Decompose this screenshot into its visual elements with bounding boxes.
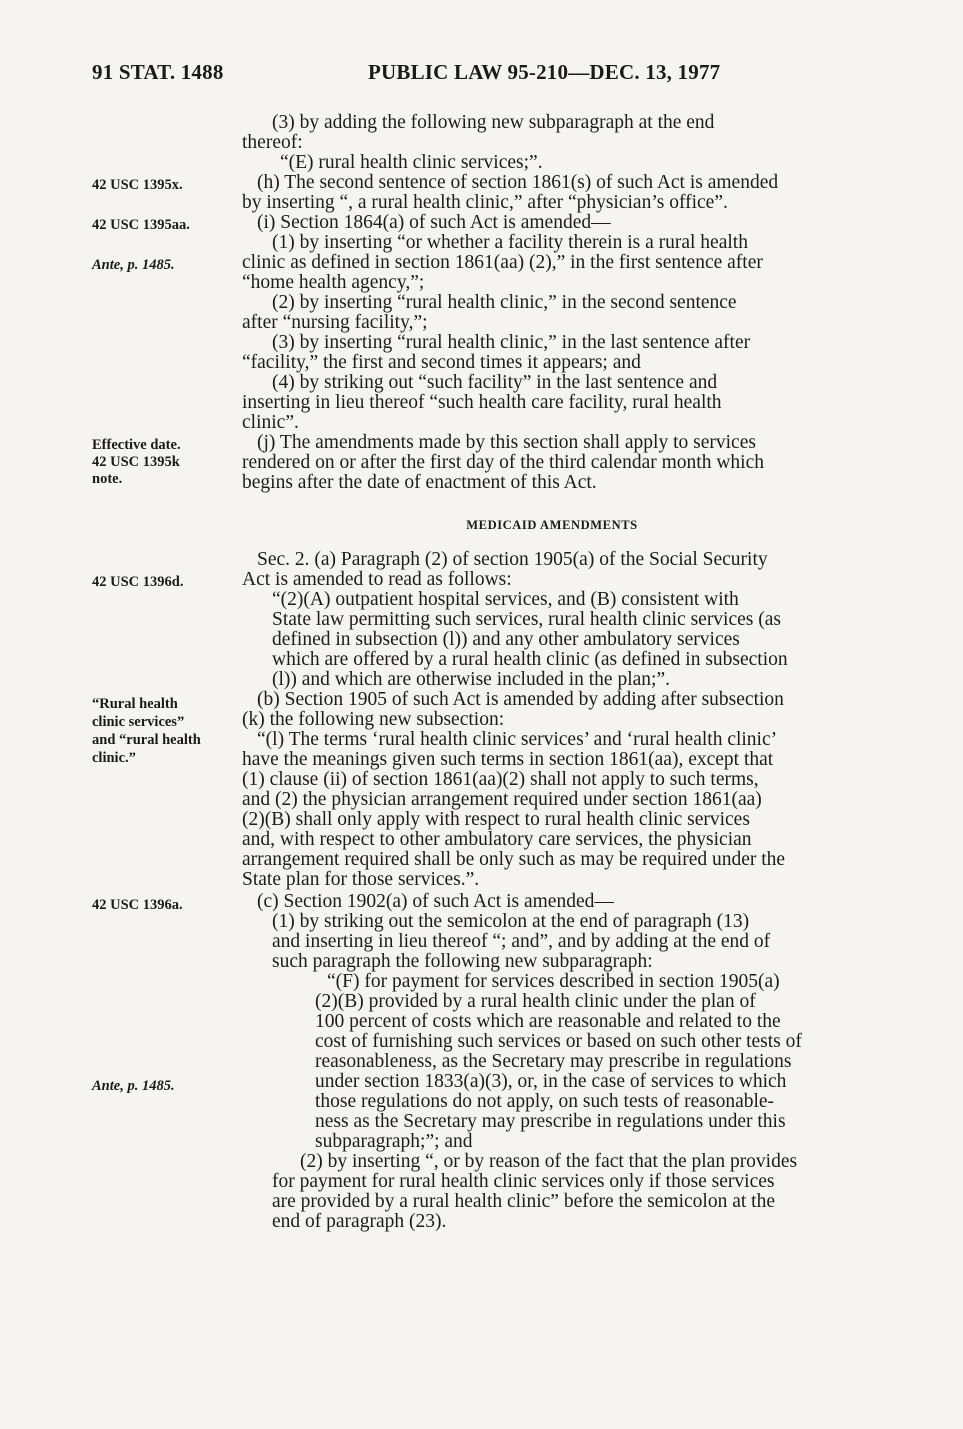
margin-note: 42 USC 1395k — [92, 454, 180, 470]
text-line: thereof: — [242, 132, 303, 153]
text-line: (2) by inserting “rural health clinic,” in the second sentence — [272, 292, 737, 313]
text-line: ness as the Secretary may prescribe in regulations under this — [315, 1111, 786, 1132]
section-heading: MEDICAID AMENDMENTS — [466, 518, 638, 532]
margin-note: Effective date. — [92, 437, 181, 453]
text-line: (l)) and which are otherwise included in the plan;”. — [272, 669, 670, 690]
text-line: which are offered by a rural health clinic (as defined in subsection — [272, 649, 788, 670]
text-line: subparagraph;”; and — [315, 1131, 473, 1152]
margin-note: note. — [92, 471, 123, 487]
text-line: Act is amended to read as follows: — [242, 569, 512, 590]
page-citation: 91 STAT. 1488 — [92, 60, 224, 84]
text-line: clinic”. — [242, 412, 299, 433]
text-line: defined in subsection (l)) and any other ambulatory services — [272, 629, 740, 650]
text-line: inserting in lieu thereof “such health care facility, rural health — [242, 392, 722, 413]
text-line: (2)(B) shall only apply with respect to rural health clinic services — [242, 809, 750, 830]
text-line: “(2)(A) outpatient hospital services, and (B) consistent with — [272, 589, 739, 610]
text-line: (1) clause (ii) of section 1861(aa)(2) shall not apply to such terms, — [242, 769, 759, 790]
text-line: State plan for those services.”. — [242, 869, 480, 890]
text-line: and (2) the physician arrangement required under section 1861(aa) — [242, 789, 762, 810]
text-line: rendered on or after the first day of the third calendar month which — [242, 452, 764, 473]
text-line: under section 1833(a)(3), or, in the case of services to which — [315, 1071, 787, 1092]
text-line: and, with respect to other ambulatory care services, the physician — [242, 829, 752, 850]
text-line: clinic as defined in section 1861(aa) (2),” in the first sentence after — [242, 252, 763, 273]
text-line: (2)(B) provided by a rural health clinic under the plan of — [315, 991, 756, 1012]
text-line: (j) The amendments made by this section shall apply to services — [257, 432, 756, 453]
text-line: (b) Section 1905 of such Act is amended by adding after subsection — [257, 689, 784, 710]
text-line: 100 percent of costs which are reasonable and related to the — [315, 1011, 781, 1032]
text-line: (4) by striking out “such facility” in the last sentence and — [272, 372, 718, 393]
text-line: arrangement required shall be only such as may be required under the — [242, 849, 786, 870]
text-line: “(F) for payment for services described in section 1905(a) — [327, 971, 780, 992]
text-line: (k) the following new subsection: — [242, 709, 505, 730]
text-line: “(E) rural health clinic services;”. — [280, 152, 543, 173]
text-line: end of paragraph (23). — [272, 1211, 447, 1232]
text-line: (3) by adding the following new subparagraph at the end — [272, 112, 715, 133]
margin-note: 42 USC 1396a. — [92, 897, 183, 913]
text-line: “(l) The terms ‘rural health clinic services’ and ‘rural health clinic’ — [257, 729, 778, 750]
text-line: Sec. 2. (a) Paragraph (2) of section 1905(a) of the Social Security — [257, 549, 768, 570]
margin-note: Ante, p. 1485. — [92, 257, 175, 273]
text-line: by inserting “, a rural health clinic,” after “physician’s office”. — [242, 192, 728, 213]
text-line: reasonableness, as the Secretary may prescribe in regulations — [315, 1051, 792, 1072]
margin-note: 42 USC 1395aa. — [92, 217, 190, 233]
text-line: begins after the date of enactment of this Act. — [242, 472, 597, 493]
margin-note: 42 USC 1396d. — [92, 574, 184, 590]
text-line: “home health agency,”; — [242, 272, 425, 293]
text-line: are provided by a rural health clinic” before the semicolon at the — [272, 1191, 775, 1212]
margin-note: clinic.” — [92, 750, 136, 766]
text-line: after “nursing facility,”; — [242, 312, 428, 333]
margin-note: and “rural health — [92, 732, 201, 748]
text-line: (c) Section 1902(a) of such Act is amended— — [257, 891, 614, 912]
text-line: for payment for rural health clinic services only if those services — [272, 1171, 775, 1192]
text-line: (h) The second sentence of section 1861(s) of such Act is amended — [257, 172, 779, 193]
text-line: “facility,” the first and second times it appears; and — [242, 352, 641, 373]
text-line: cost of furnishing such services or based on such other tests of — [315, 1031, 802, 1052]
text-line: have the meanings given such terms in section 1861(aa), except that — [242, 749, 774, 770]
text-line: those regulations do not apply, on such tests of reasonable- — [315, 1091, 775, 1112]
text-line: (1) by inserting “or whether a facility therein is a rural health — [272, 232, 748, 253]
margin-note: clinic services” — [92, 714, 185, 730]
text-line: (i) Section 1864(a) of such Act is amended— — [257, 212, 611, 233]
running-header: PUBLIC LAW 95-210—DEC. 13, 1977 — [368, 60, 721, 84]
margin-note: Ante, p. 1485. — [92, 1078, 175, 1094]
text-line: and inserting in lieu thereof “; and”, and by adding at the end of — [272, 931, 771, 952]
text-line: such paragraph the following new subparagraph: — [272, 951, 653, 972]
text-line: (1) by striking out the semicolon at the end of paragraph (13) — [272, 911, 750, 932]
text-line: State law permitting such services, rural health clinic services (as — [272, 609, 781, 630]
text-line: (3) by inserting “rural health clinic,” in the last sentence after — [272, 332, 751, 353]
margin-note: 42 USC 1395x. — [92, 177, 183, 193]
text-line: (2) by inserting “, or by reason of the fact that the plan provides — [300, 1151, 798, 1172]
margin-note: “Rural health — [92, 696, 178, 712]
